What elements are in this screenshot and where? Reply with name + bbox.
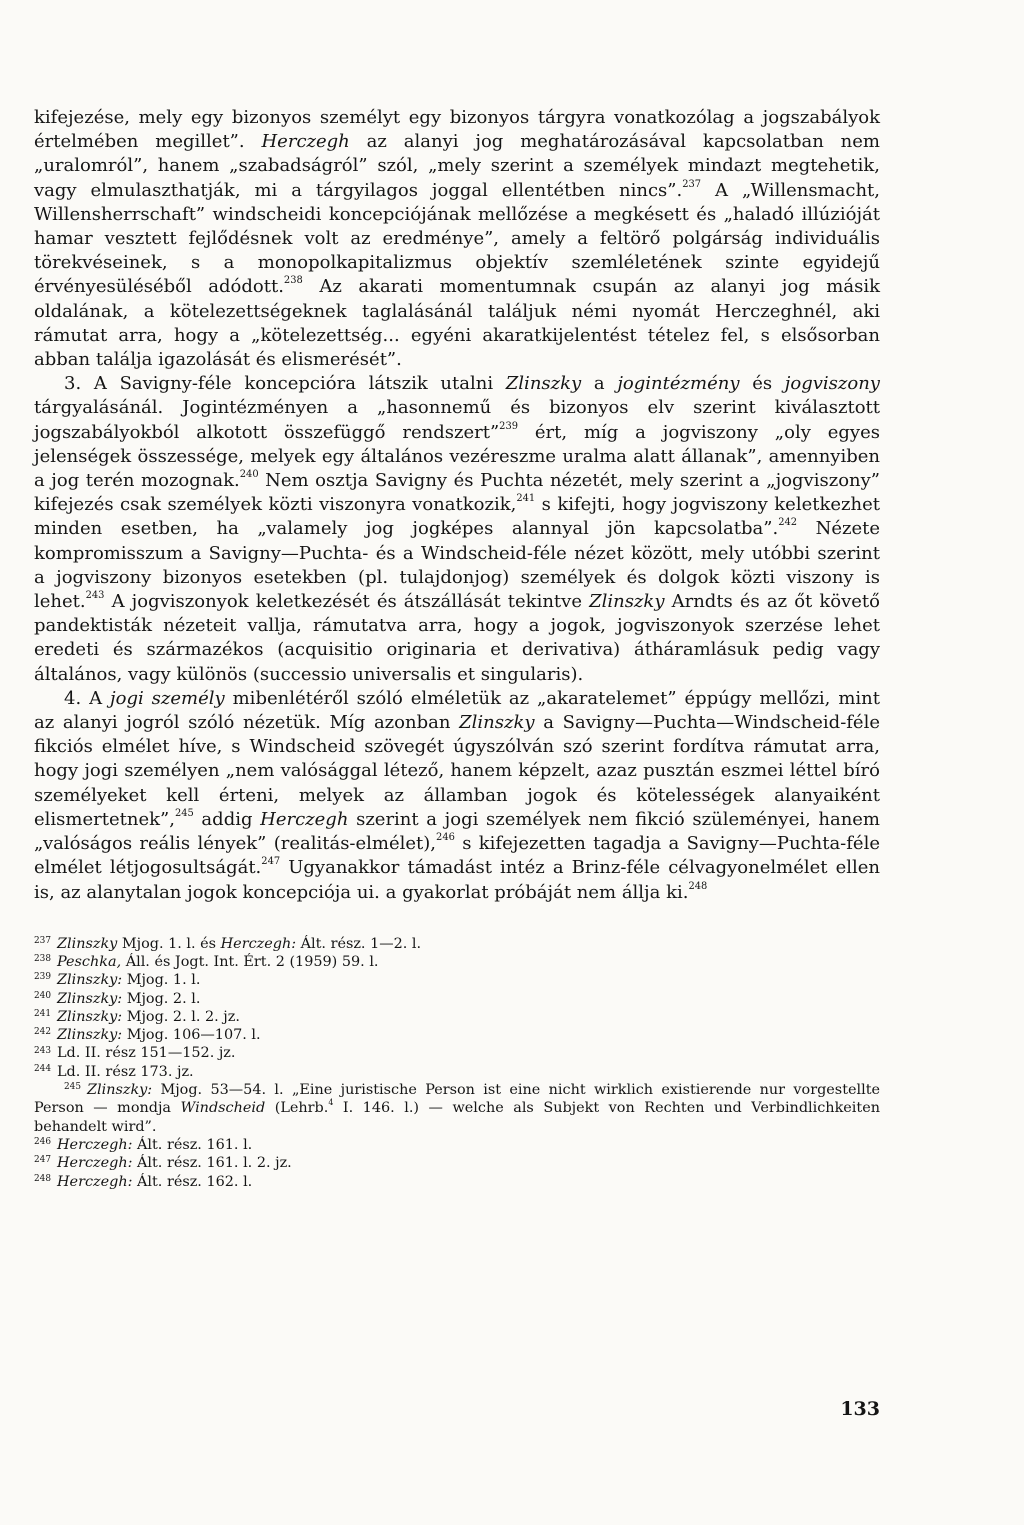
footnote-243 (34, 1044, 880, 1062)
page-content (34, 106, 880, 1191)
italic-text: Zlinszky (57, 935, 118, 952)
italic-text: Herczegh: (57, 1155, 133, 1172)
italic-text: Peschka, (57, 954, 122, 970)
italic-text: Zlinszky (589, 591, 665, 613)
footnote-238 (34, 953, 880, 971)
text-run: Mjog. 1. l. és (117, 935, 221, 952)
italic-text: jogviszony (784, 373, 880, 395)
text-run: addig (193, 808, 261, 830)
footnote-239 (34, 971, 880, 989)
text-run: Ld. II. rész 151—152. jz. (57, 1045, 236, 1062)
footnote-ref: 240 (239, 469, 259, 481)
italic-text: Zlinszky: (57, 1008, 123, 1025)
text-run: Ált. rész. 1—2. l. (296, 935, 422, 952)
italic-text: Herczegh: (57, 1173, 133, 1190)
text-run: s kifejti, hogy jogviszony keletkezhet minden esetben, ha „valamely jog jogképes alannyal jön kapcsolatba”. (34, 494, 880, 540)
text-run: Az akarati momentumnak csupán az alanyi jog másik oldalának, a kötelezettségeknek taglalásánál találjuk némi nyomát Herczeghnél, aki rámutat arra, hogy a „kötelezettség... egyéni akaratkijelentést tételez fel, s elsősorban abban találja igazolását és elismerését”. (34, 276, 880, 371)
footnote-number: 248 (34, 1173, 51, 1184)
italic-text: jogintézmény (617, 373, 740, 395)
italic-text: Herczegh (260, 808, 349, 830)
text-run: A jogviszonyok keletkezését és átszállását tekintve (104, 591, 590, 613)
footnote-ref: 4 (328, 1098, 334, 1108)
footnote-ref: 242 (778, 517, 798, 529)
text-run: I. 146. l.) — welche als Subjekt von Rechten und Verbindlichkeiten behandelt wird”. (34, 1100, 880, 1135)
italic-text: Zlinszky: (57, 990, 123, 1007)
footnote-number: 243 (34, 1045, 51, 1056)
footnote-ref: 246 (436, 832, 455, 844)
text-run: 4. A (64, 687, 111, 709)
footnote-244 (34, 1063, 880, 1081)
italic-text: Zlinszky: (57, 1027, 123, 1044)
italic-text: jogi személy (110, 687, 225, 709)
footnote-ref: 241 (516, 493, 536, 505)
footnote-ref: 243 (85, 590, 105, 602)
footnote-245 (34, 1081, 880, 1136)
footnotes (34, 935, 880, 1191)
text-run: Ált. rész. 161. l. (132, 1136, 253, 1153)
footnote-number: 237 (34, 935, 51, 946)
footnote-ref: 238 (283, 275, 303, 287)
text-run: (Lehrb. (265, 1100, 329, 1117)
footnote-ref: 247 (261, 856, 281, 868)
text-run: Mjog. 2. l. (122, 990, 201, 1007)
footnote-number: 239 (34, 972, 51, 983)
footnote-241 (34, 1008, 880, 1026)
footnote-ref: 239 (499, 420, 519, 432)
text-run: Arndts és az őt követő pandektisták nézeteit vallja, rámutatva arra, hogy a jogok, jogviszonyok szerzése lehet eredeti és származékos (acquisitio originaria et derivativa) átháramlásuk pedig vagy általános, vagy különös (successio universalis et singularis). (34, 591, 881, 685)
footnote-247 (34, 1154, 880, 1172)
paragraph-3 (34, 687, 880, 905)
text-run: Mjog. 53—54. l. „Eine juristische Person ist eine nicht wirklich existierende nur vorgestellte Person — mondja (34, 1082, 880, 1117)
text-run: Ált. rész. 162. l. (132, 1173, 253, 1190)
text-run: tárgyalásánál. Jogintézményen a „hasonnemű és bizonyos elv szerint kiválasztott jogszabályokból alkotott összefüggő rendszert” (34, 397, 880, 443)
footnote-number: 247 (34, 1155, 51, 1166)
text-run: és (739, 373, 785, 395)
footnote-ref: 245 (174, 807, 194, 819)
body-text (34, 106, 880, 905)
footnote-ref: 248 (688, 880, 708, 892)
text-run: s kifejezetten tagadja a Savigny—Puchta-féle elmélet létjogosultságát. (34, 833, 880, 879)
italic-text: Zlinszky: (57, 972, 123, 989)
footnote-246 (34, 1136, 880, 1154)
footnote-248 (34, 1173, 880, 1191)
text-run: kifejezése, mely egy bizonyos személyt egy bizonyos tárgyra vonatkozólag a jogszabályok értelmében megillet”. (34, 107, 880, 153)
italic-text: Herczegh (261, 131, 350, 153)
text-run: Mjog. 2. l. 2. jz. (122, 1008, 240, 1025)
italic-text: Windscheid (180, 1100, 266, 1117)
footnote-number: 242 (34, 1027, 51, 1038)
footnote-number: 240 (34, 990, 51, 1001)
text-run: 3. A Savigny-féle koncepcióra látszik utalni (64, 373, 506, 395)
text-run: az alanyi jog meghatározásával kapcsolatban nem „uralomról”, hanem „szabadságról” szól, „mely szerint a személyek mindazt megtehetik, vagy elmulaszthatják, mi a tárgyilagos joggal ellentétben nincs”. (34, 131, 880, 201)
paragraph-1 (34, 106, 880, 372)
footnote-number: 238 (34, 954, 51, 965)
text-run: szerint a jogi személyek nem fikció szüleményei, hanem „valóságos reális lények” (realitás-elmélet), (34, 808, 881, 855)
text-run: Ld. II. rész 173. jz. (57, 1063, 194, 1080)
footnote-number: 246 (34, 1137, 51, 1148)
footnote-240 (34, 990, 880, 1008)
paragraph-2 (34, 372, 880, 687)
footnote-ref: 237 (682, 178, 702, 190)
footnote-242 (34, 1026, 880, 1044)
text-run: Nézete kompromisszum a Savigny—Puchta- és a Windscheid-féle nézet között, mely utóbbi szerint a jogviszony bizonyos esetekben (pl. tulajdonjog) személyek és dolgok közti viszony is lehet. (34, 518, 880, 613)
text-run: Nem osztja Savigny és Puchta nézetét, mely szerint a „jogviszony” kifejezés csak személyek közti viszonyra vonatkozik, (34, 470, 880, 516)
text-run: Mjog. 1. l. (122, 972, 201, 989)
text-run: Ált. rész. 161. l. 2. jz. (132, 1155, 292, 1172)
text-run: a Savigny—Puchta—Windscheid-féle fikciós elmélet híve, s Windscheid szövegét úgyszólván szó szerint fordítva rámutat arra, hogy jogi személyen „nem valósággal létező, hanem képzelt, azaz pusztán eszmei léttel bíró személyeket kell érteni, melyek az államban jogok és kötelességek alanyaiként elismertetnek”, (34, 712, 880, 830)
italic-text: Zlinszky (505, 373, 582, 395)
page-number: 133 (840, 1398, 880, 1420)
italic-text: Herczegh: (57, 1136, 133, 1153)
text-run: ért, míg a jogviszony „oly egyes jelenségek összessége, melyek egy általános vezéreszme uralma alatt állanak”, amennyiben a jog terén mozognak. (34, 421, 880, 492)
italic-text: Zlinszky: (87, 1082, 153, 1099)
italic-text: Zlinszky (459, 712, 535, 734)
text-run: a (581, 373, 618, 395)
footnote-number: 241 (34, 1008, 51, 1019)
text-run: Áll. és Jogt. Int. Ért. 2 (1959) 59. l. (121, 954, 379, 970)
text-run: Ugyanakkor támadást intéz a Brinz-féle célvagyonelmélet ellen is, az alanytalan jogok koncepciója ui. a gyakorlat próbáját nem állja ki. (34, 857, 880, 903)
footnote-number: 245 (64, 1082, 81, 1093)
footnote-237 (34, 935, 880, 953)
text-run: mibenlétéről szóló elméletük az „akaratelemet” éppúgy mellőzi, mint az alanyi jogról szóló nézetük. Míg azonban (34, 687, 880, 734)
text-run: A „Willensmacht, Willensherrschaft” windscheidi koncepciójának mellőzése a megkésett és „haladó illúzióját hamar vesztett fejlődésnek volt az eredménye”, amely a feltörő polgárság individuális törekvéseinek, s a monopolkapitalizmus objektív szemléletének szinte egyidejű érvényesüléséből adódott. (34, 179, 880, 298)
italic-text: Herczegh: (220, 935, 297, 952)
text-run: Mjog. 106—107. l. (122, 1027, 261, 1044)
footnote-number: 244 (34, 1063, 51, 1074)
